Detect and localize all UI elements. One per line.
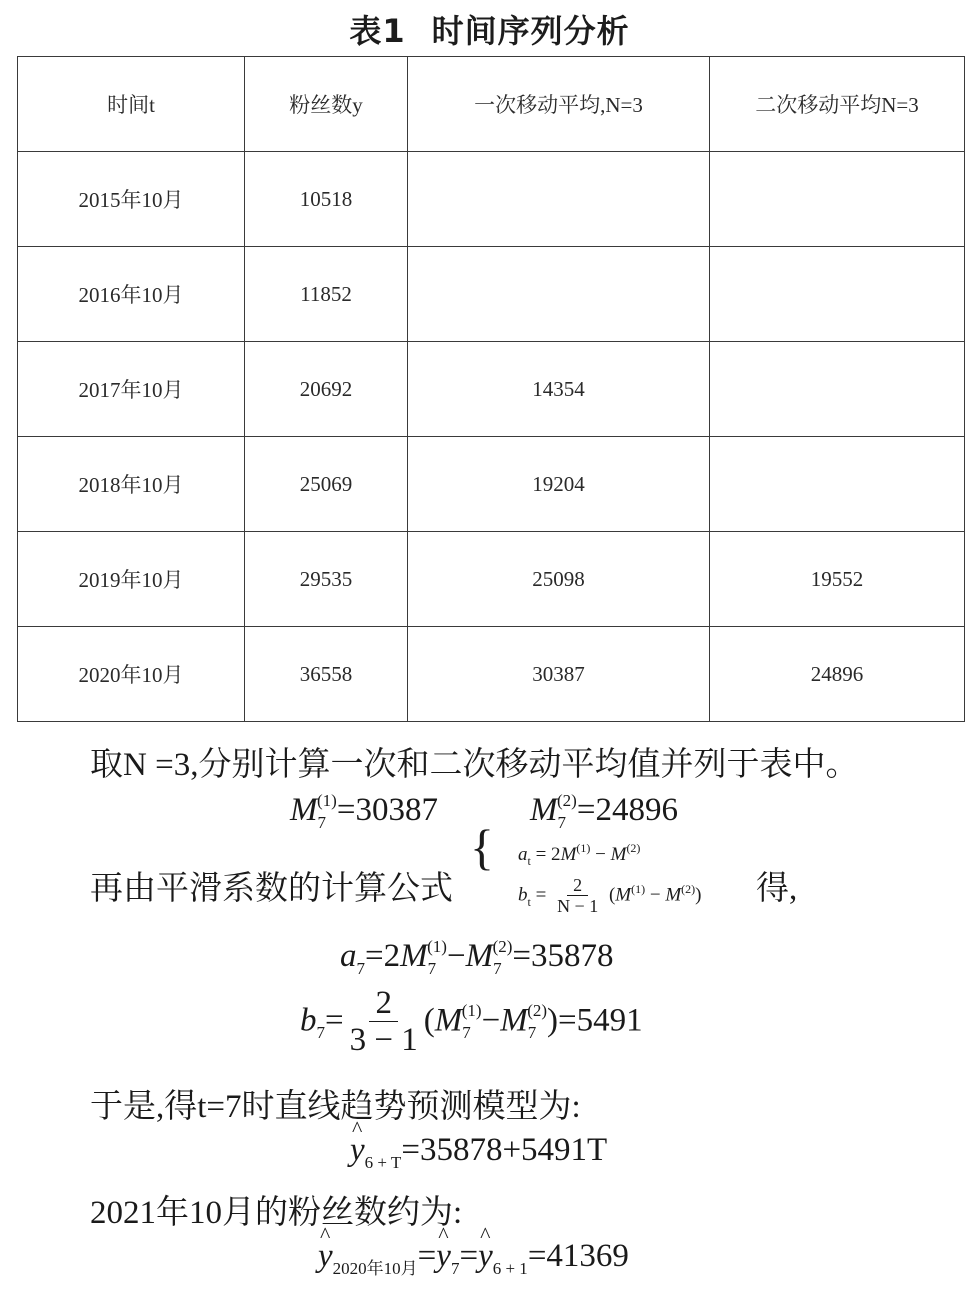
text-line-model-intro: 于是,得t=7时直线趋势预测模型为: [90, 1089, 581, 1125]
table-cell [710, 247, 965, 342]
table-cell: 24896 [710, 627, 965, 722]
table-cell [408, 247, 710, 342]
table-cell: 19552 [710, 532, 965, 627]
table-cell: 2017年10月 [18, 342, 245, 437]
table-cell: 20692 [245, 342, 408, 437]
table-cell: 11852 [245, 247, 408, 342]
table-cell [710, 437, 965, 532]
table-cell: 29535 [245, 532, 408, 627]
formula-a7: $a_7=2M_7^{(1)}-M_7^{(2)}=35878$ [340, 937, 614, 978]
header-cell: 二次移动平均N=3 [710, 57, 965, 152]
table-row [18, 247, 965, 342]
text-line-forecast-intro: 2021年10月的粉丝数约为: [90, 1195, 463, 1231]
table-cell: 30387 [408, 627, 710, 722]
table-row [18, 152, 965, 247]
table-row [18, 437, 965, 532]
table-cell [408, 152, 710, 247]
symbol-m: M [530, 792, 558, 828]
symbol-m: M [290, 792, 318, 828]
table-cell: 25069 [245, 437, 408, 532]
table-cell [710, 342, 965, 437]
table-cell: 36558 [245, 627, 408, 722]
table-cell [710, 152, 965, 247]
formula-m2: $M_7^{(2)}=24896$ [530, 791, 678, 832]
table-cell: 2015年10月 [18, 152, 245, 247]
formula-b7: $b_7=$ $\frac{2}{3 - 1}$ $(M_7^{(1)}-M_7^{(2)})=5491$ [300, 985, 643, 1058]
formula-m1: $M_7^{(1)}=30387$ [290, 791, 438, 832]
table-cell: 2016年10月 [18, 247, 245, 342]
formula-model: ^ $y_{6 + T}=35878+5491T$ [350, 1132, 607, 1169]
header-cell: 时间t [18, 57, 245, 152]
text-line-formula-outro: 得, [756, 871, 798, 907]
table-caption [0, 6, 979, 52]
table-cell: 2018年10月 [18, 437, 245, 532]
table-cell: 10518 [245, 152, 408, 247]
system-equation-b: $b_t$ = $\frac{2}{N - 1}$ $(M^{(1)} - M^{(2)})$ [518, 875, 702, 916]
table-cell: 2019年10月 [18, 532, 245, 627]
system-equation-a: $a_t = 2M^{(1)} - M^{(2)}$ [518, 841, 641, 868]
text-line-formula-intro: 再由平滑系数的计算公式 [90, 871, 453, 907]
caption-title: 时间序列分析 [431, 12, 630, 50]
table-row [18, 342, 965, 437]
table-row [18, 532, 965, 627]
table-cell: 25098 [408, 532, 710, 627]
table-header-row [18, 57, 965, 152]
table-cell: 14354 [408, 342, 710, 437]
time-series-table [17, 56, 965, 722]
table-cell: 19204 [408, 437, 710, 532]
table-row [18, 627, 965, 722]
caption-number: 表1 [349, 12, 406, 50]
formula-forecast: ^ $y_{2020年10月}=\^{}$ $y_7=\^{}$ $y_{6 + 1}=41369$ [318, 1238, 629, 1275]
header-cell: 一次移动平均,N=3 [408, 57, 710, 152]
text-line-intro: 取N =3,分别计算一次和二次移动平均值并列于表中。 [90, 747, 859, 783]
system-brace: { [470, 819, 494, 875]
header-cell: 粉丝数y [245, 57, 408, 152]
table-cell: 2020年10月 [18, 627, 245, 722]
